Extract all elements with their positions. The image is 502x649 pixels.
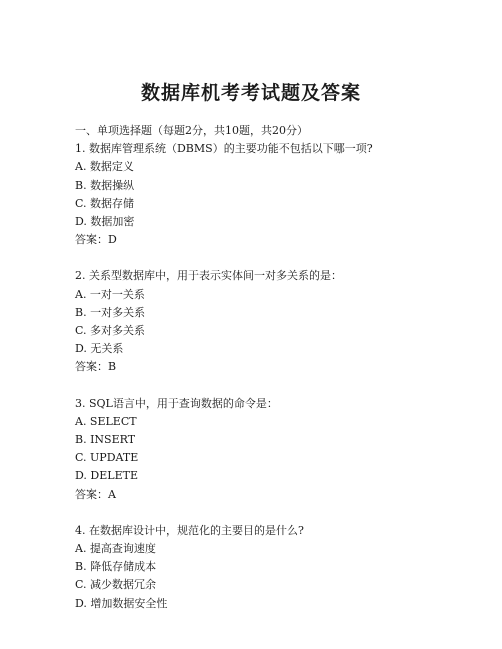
- option-b: B. 数据操纵: [75, 178, 135, 192]
- answer-text: 答案：D: [75, 233, 117, 247]
- option-a: A. 一对一关系: [75, 287, 145, 301]
- option-c: C. 多对多关系: [75, 324, 146, 338]
- option-d: D. DELETE: [75, 469, 138, 483]
- option-a: A. 数据定义: [75, 160, 134, 174]
- option-a: A. 提高查询速度: [75, 542, 156, 556]
- option-c: C. 数据存储: [75, 196, 135, 210]
- option-d: D. 增加数据安全性: [75, 596, 168, 610]
- question-text: 1. 数据库管理系统（DBMS）的主要功能不包括以下哪一项?: [75, 142, 373, 156]
- option-d: D. 无关系: [75, 342, 124, 356]
- option-d: D. 数据加密: [75, 215, 135, 229]
- document-body: [75, 122, 475, 613]
- spacer: [75, 377, 475, 395]
- question-block-3: [75, 395, 475, 504]
- option-b: B. 一对多关系: [75, 305, 146, 319]
- question-text: 3. SQL语言中，用于查询数据的命令是：: [75, 396, 278, 410]
- question-block-4: [75, 522, 475, 613]
- spacer: [75, 249, 475, 267]
- option-b: B. INSERT: [75, 433, 136, 447]
- option-c: C. UPDATE: [75, 451, 139, 465]
- option-b: B. 降低存储成本: [75, 560, 157, 574]
- document-title: 数据库机考考试题及答案: [140, 82, 361, 104]
- section-heading: 一、单项选择题（每题2分，共10题，共20分）: [75, 124, 308, 137]
- option-c: C. 减少数据冗余: [75, 578, 157, 592]
- option-a: A. SELECT: [75, 414, 137, 428]
- answer-text: 答案：A: [75, 487, 116, 501]
- answer-text: 答案：B: [75, 360, 117, 374]
- question-block-2: [75, 267, 475, 376]
- spacer: [75, 504, 475, 522]
- question-block-1: [75, 140, 475, 249]
- question-text: 4. 在数据库设计中，规范化的主要目的是什么?: [75, 523, 304, 537]
- question-text: 2. 关系型数据库中，用于表示实体间一对多关系的是：: [75, 269, 342, 283]
